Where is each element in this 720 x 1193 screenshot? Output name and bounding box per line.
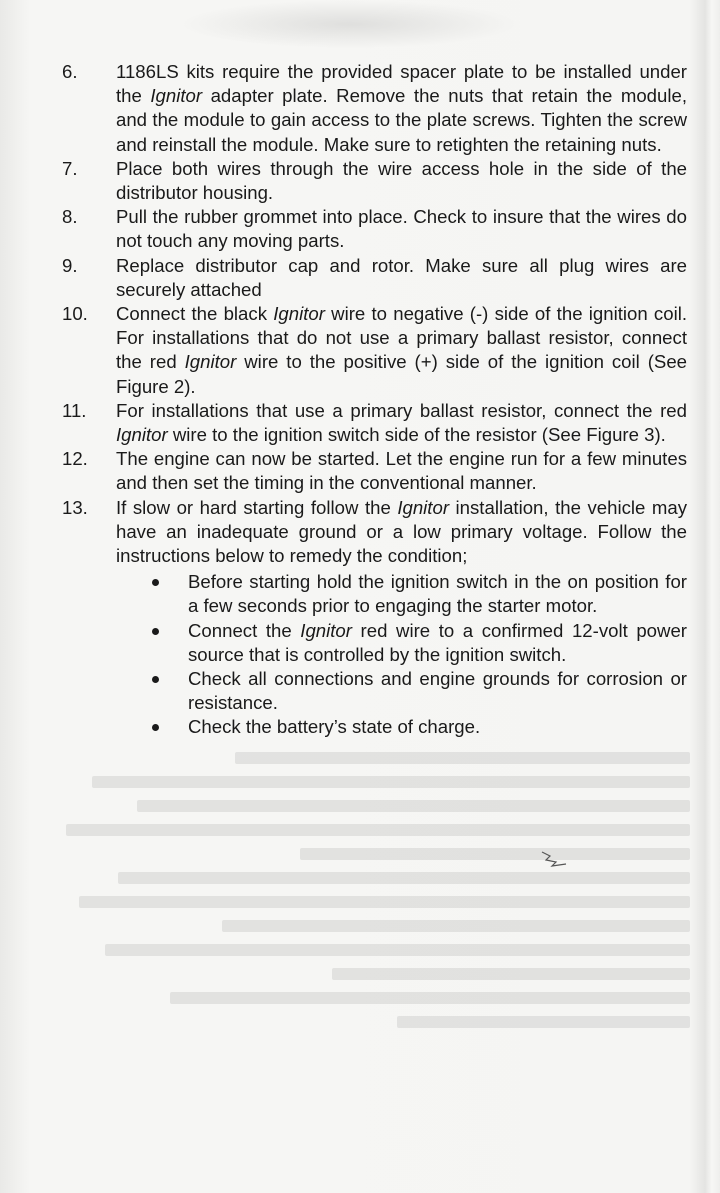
brand-name-italic: Ignitor xyxy=(300,619,352,641)
step-text xyxy=(116,302,687,399)
step-text xyxy=(116,157,687,205)
text-segment: wire to negative (-) side of the ignition coil. For installations that do not use a primary ballast resistor, connect the red xyxy=(116,303,687,373)
step-item xyxy=(62,399,687,447)
text-segment: Check all connections and engine grounds for corrosion or resistance. xyxy=(188,668,687,714)
step-text xyxy=(116,60,687,157)
step-number: 8. xyxy=(62,206,78,228)
step-number: 7. xyxy=(62,157,78,179)
bullet-item xyxy=(150,570,687,618)
text-segment: Replace distributor cap and rotor. Make sure all plug wires are securely attached xyxy=(116,254,687,300)
step-text xyxy=(116,496,687,569)
brand-name-italic: Ignitor xyxy=(397,496,450,518)
brand-name-italic: Ignitor xyxy=(184,351,237,373)
text-segment: Connect the black xyxy=(116,303,274,325)
step-item xyxy=(62,60,687,157)
text-segment: 1186LS kits require the provided spacer plate to be installed under the xyxy=(116,61,687,107)
step-item xyxy=(62,496,687,569)
text-segment: installation, the vehicle may have an inadequate ground or a low primary voltage. Follow the instructions below to remedy the condition; xyxy=(116,496,687,567)
step-item xyxy=(62,157,687,205)
bullet-text xyxy=(188,715,687,739)
text-segment: If slow or hard starting follow the xyxy=(116,496,398,518)
text-segment: Place both wires through the wire access hole in the side of the distributor housing. xyxy=(116,157,687,204)
bullet-dot-icon xyxy=(150,619,188,667)
step-number: 11. xyxy=(62,399,87,421)
text-segment: Connect the xyxy=(188,619,301,641)
step-text xyxy=(116,205,687,253)
step-item xyxy=(62,302,687,399)
text-segment: For installations that use a primary ballast resistor, connect the red xyxy=(116,399,687,421)
step-number: 6. xyxy=(62,61,78,82)
step-number: 9. xyxy=(62,254,78,276)
text-segment: adapter plate. Remove the nuts that retain the module, and the module to gain access to the plate screws. Tighten the screw and reinstall the module. Make sure to retighten the retaining nuts. xyxy=(116,85,688,155)
text-segment: wire to the positive (+) side of the ignition coil (See Figure 2). xyxy=(116,351,688,397)
bullet-item xyxy=(150,667,687,715)
bullet-item xyxy=(150,715,687,739)
bullet-text xyxy=(188,667,687,715)
bullet-text xyxy=(188,619,687,667)
step-text xyxy=(116,447,687,495)
step-number: 12. xyxy=(62,448,88,470)
text-segment: Before starting hold the ignition switch in the on position for a few seconds prior to engaging the starter motor. xyxy=(188,571,687,617)
instruction-list xyxy=(62,60,687,740)
brand-name-italic: Ignitor xyxy=(150,85,203,107)
step-text xyxy=(116,399,687,447)
text-segment: wire to the ignition switch side of the resistor (See Figure 3). xyxy=(167,424,666,446)
step-text xyxy=(116,254,687,302)
text-segment: The engine can now be started. Let the engine run for a few minutes and then set the timing in the conventional manner. xyxy=(116,448,687,494)
bullet-dot-icon xyxy=(150,570,188,618)
bleed-through-text xyxy=(40,740,690,1120)
brand-name-italic: Ignitor xyxy=(116,424,168,446)
bullet-text xyxy=(188,570,687,618)
bullet-item xyxy=(150,619,687,667)
step-item xyxy=(62,254,687,302)
step-number: 13. xyxy=(62,496,88,518)
text-segment: red wire to a confirmed 12-volt power source that is controlled by the ignition switch. xyxy=(188,619,687,665)
step-item xyxy=(62,205,687,253)
step-number: 10. xyxy=(62,303,88,325)
text-segment: Check the battery’s state of charge. xyxy=(188,716,481,738)
brand-name-italic: Ignitor xyxy=(273,303,325,325)
page-header-smudge xyxy=(180,0,520,48)
remedy-bullet-list xyxy=(150,570,687,739)
bullet-dot-icon xyxy=(150,667,188,715)
text-segment: Pull the rubber grommet into place. Check to insure that the wires do not touch any moving parts. xyxy=(116,206,687,252)
pen-mark-icon xyxy=(540,848,570,868)
bullet-dot-icon xyxy=(150,715,188,739)
step-item xyxy=(62,447,687,495)
